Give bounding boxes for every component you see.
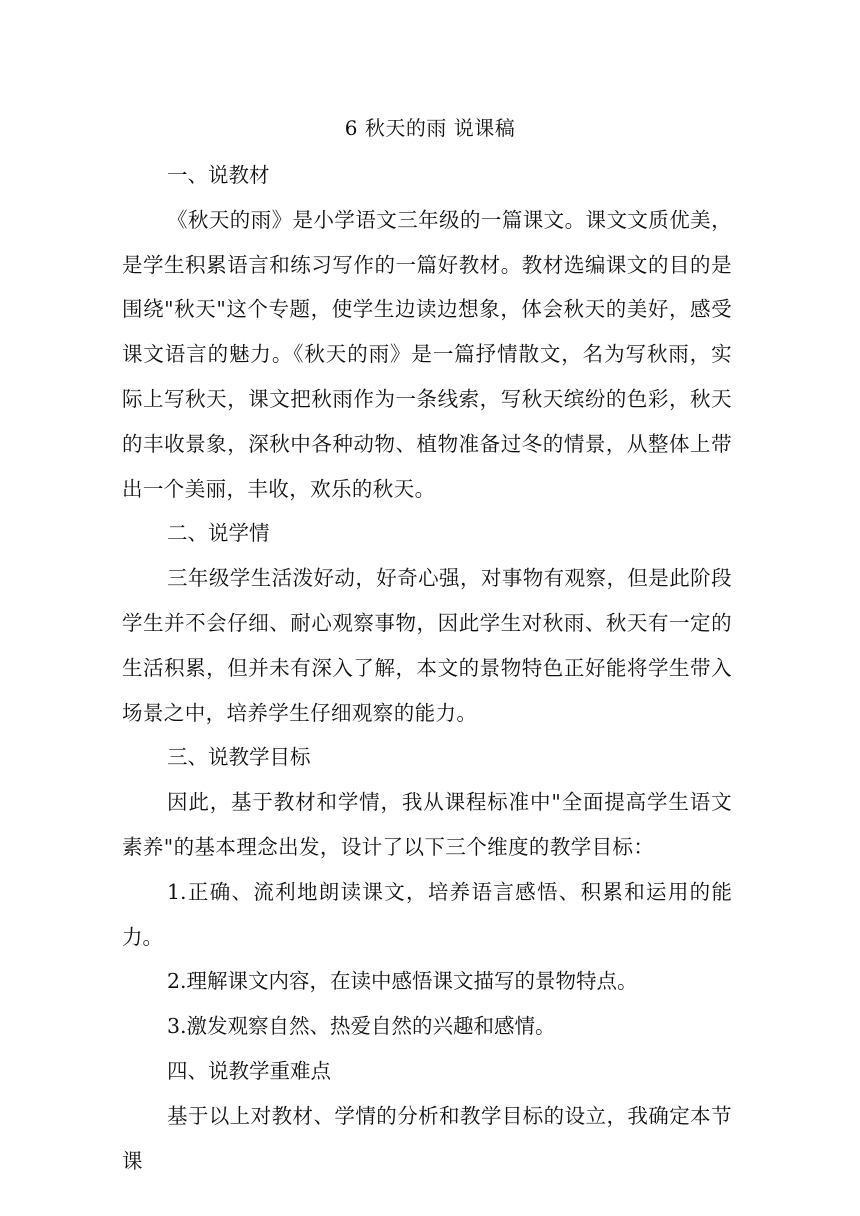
- paragraph-objectives: 因此，基于教材和学情，我从课程标准中"全面提高学生语文素养"的基本理念出发，设计了以下三个维度的教学目标：: [122, 790, 732, 859]
- paragraph-key-points: 基于以上对教材、学情的分析和教学目标的设立，我确定本节课: [122, 1103, 732, 1173]
- document-body: [122, 153, 732, 1183]
- section-heading-key-points: 四、说教学重难点: [167, 1058, 331, 1083]
- paragraph-textbook: 《秋天的雨》是小学语文三年级的一篇课文。课文文质优美，是学生积累语言和练习写作的一篇好教材。教材选编课文的目的是围绕"秋天"这个专题，使学生边读边想象，体会秋天的美好，感受课文语言的魅力。《秋天的雨》是一篇抒情散文，名为写秋雨，实际上写秋天，课文把秋雨作为一条线索，写秋天缤纷的色彩，秋天的丰收景象，深秋中各种动物、植物准备过冬的情景，从整体上带出一个美丽，丰收，欢乐的秋天。: [122, 207, 732, 501]
- section-heading-textbook: 一、说教材: [167, 163, 270, 187]
- paragraph-learners: 三年级学生活泼好动，好奇心强，对事物有观察，但是此阶段学生并不会仔细、耐心观察事物，因此学生对秋雨、秋天有一定的生活积累，但并未有深入了解，本文的景物特色正好能将学生带入场景之中，培养学生仔细观察的能力。: [122, 566, 732, 725]
- objective-item-1: 1.正确、流利地朗读课文，培养语言感悟、积累和运用的能力。: [122, 879, 732, 949]
- objective-item-2: 2.理解课文内容，在读中感悟课文描写的景物特点。: [167, 969, 638, 994]
- section-heading-objectives: 三、说教学目标: [167, 745, 311, 770]
- section-heading-learners: 二、说学情: [167, 521, 270, 546]
- document-title: 6 秋天的雨 说课稿: [344, 116, 516, 140]
- objective-item-3: 3.激发观察自然、热爱自然的兴趣和感情。: [167, 1014, 556, 1039]
